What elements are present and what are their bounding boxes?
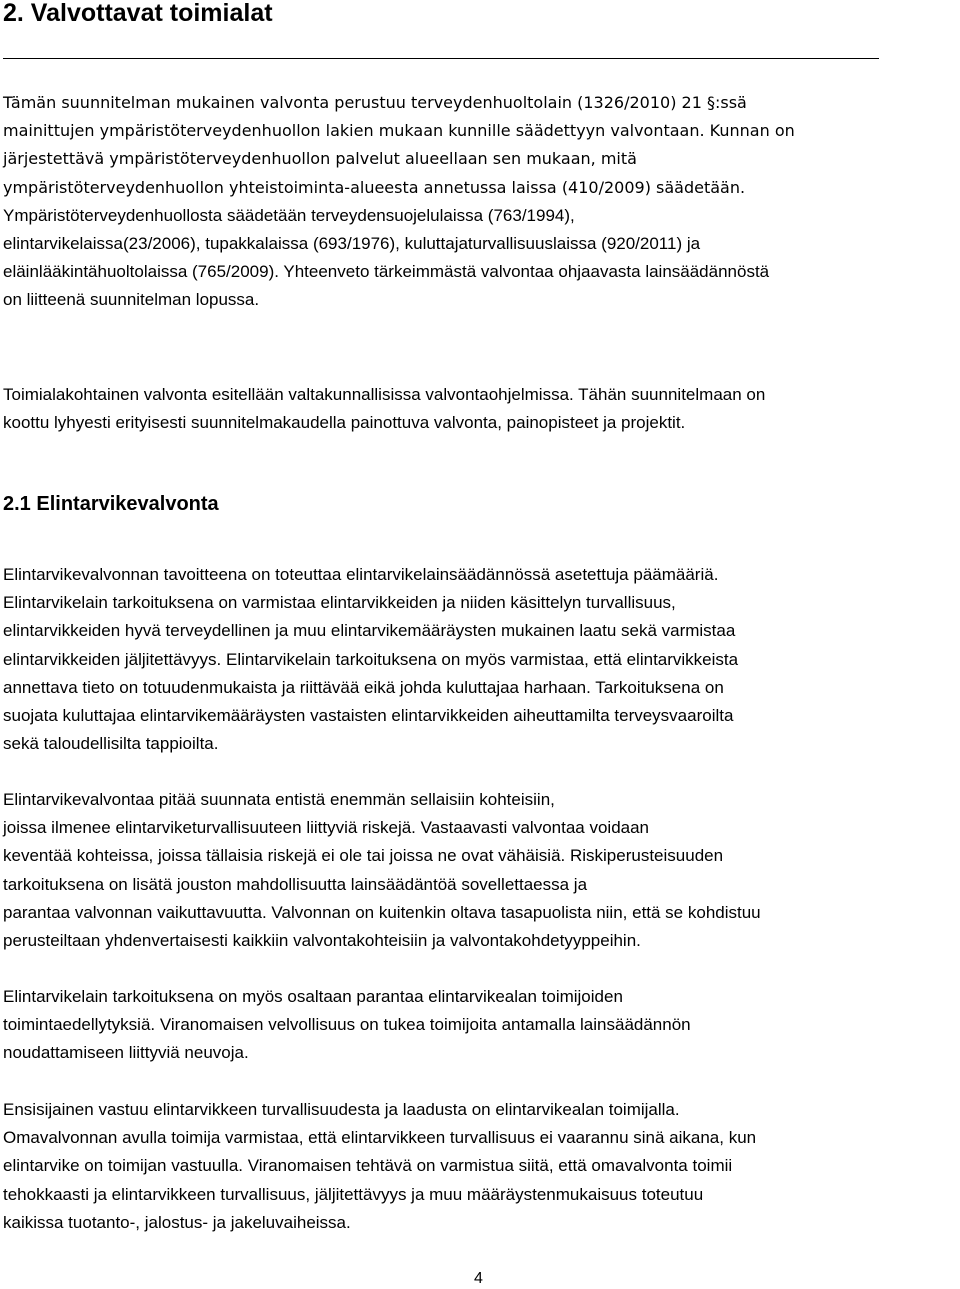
- page-number: 4: [474, 1270, 483, 1287]
- intro-line: järjestettävä ympäristöterveydenhuollon palvelut alueellaan sen mukaan, mitä: [3, 149, 637, 169]
- paragraph-line: Elintarvikelain tarkoituksena on myös osaltaan parantaa elintarvikealan toimijoiden: [3, 987, 623, 1006]
- section-paragraph-1: [3, 561, 738, 758]
- intro-line: Tämän suunnitelman mukainen valvonta perustuu terveydenhuoltolain (1326/2010) 21 §:ssä: [3, 93, 747, 112]
- paragraph-line: noudattamiseen liittyviä neuvoja.: [3, 1043, 249, 1063]
- paragraph-line: Elintarvikevalvonnan tavoitteena on toteuttaa elintarvikelainsäädännössä asetettuja päämääriä.: [3, 565, 719, 584]
- paragraph-line: sekä taloudellisilta tappioilta.: [3, 734, 219, 754]
- paragraph-line: Elintarvikelain tarkoituksena on varmistaa elintarvikkeiden ja niiden käsittelyn turvallisuus,: [3, 593, 676, 613]
- page-title: 2. Valvottavat toimialat: [3, 0, 273, 27]
- section-paragraph-3: [3, 983, 691, 1068]
- intro-line: on liitteenä suunnitelman lopussa.: [3, 290, 260, 310]
- intro-paragraph-2: [3, 381, 765, 437]
- intro-line: Ympäristöterveydenhuollosta säädetään terveydensuojelulaissa (763/1994),: [3, 205, 575, 225]
- paragraph-line: elintarvike on toimijan vastuulla. Viranomaisen tehtävä on varmistua siitä, että omavalvonta toimii: [3, 1156, 733, 1176]
- paragraph-line: toimintaedellytyksiä. Viranomaisen velvollisuus on tukea toimijoita antamalla lainsäädännön: [3, 1015, 691, 1035]
- paragraph-line: kaikissa tuotanto-, jalostus- ja jakeluvaiheissa.: [3, 1212, 351, 1232]
- paragraph-line: keventää kohteissa, joissa tällaisia riskejä ei ole tai joissa ne ovat vähäisiä. Riskiperusteisuuden: [3, 846, 724, 866]
- paragraph-line: annettava tieto on totuudenmukaista ja riittävää eikä johda kuluttajaa harhaan. Tarkoituksena on: [3, 677, 724, 697]
- intro-line: ympäristöterveydenhuollon yhteistoiminta-alueesta annetussa laissa (410/2009) säädetään.: [3, 177, 746, 197]
- paragraph-line: tehokkaasti ja elintarvikkeen turvallisuus, jäljitettävyys ja muu määräystenmukaisuus toteutuu: [3, 1184, 704, 1204]
- intro-line: mainittujen ympäristöterveydenhuollon lakien mukaan kunnille säädettyyn valvontaan. Kunnan on: [3, 121, 795, 141]
- paragraph-line: Elintarvikevalvontaa pitää suunnata entistä enemmän sellaisiin kohteisiin,: [3, 790, 555, 809]
- paragraph-line: tarkoituksena on lisätä jouston mahdollisuutta lainsäädäntöä sovellettaessa ja: [3, 874, 588, 894]
- intro-line: eläinlääkintähuoltolaissa (765/2009). Yhteenveto tärkeimmästä valvontaa ohjaavasta lainsäädännöstä: [3, 262, 770, 282]
- intro2-line: Toimialakohtainen valvonta esitellään valtakunnallisissa valvontaohjelmissa. Tähän suunnitelmaan on: [3, 385, 766, 404]
- paragraph-line: suojata kuluttajaa elintarvikemääräysten vastaisten elintarvikkeiden aiheuttamilta terveysvaaroilta: [3, 706, 734, 726]
- intro-line: elintarvikelaissa(23/2006), tupakkalaissa (693/1976), kuluttajaturvallisuuslaissa (920/2011) ja: [3, 234, 701, 254]
- heading-underline: [3, 58, 879, 59]
- paragraph-line: perusteiltaan yhdenvertaisesti kaikkiin valvontakohteisiin ja valvontakohdetyyppeihin.: [3, 931, 641, 951]
- paragraph-line: elintarvikkeiden hyvä terveydellinen ja muu elintarvikemääräysten mukainen laatu sekä varmistaa: [3, 621, 736, 641]
- paragraph-line: elintarvikkeiden jäljitettävyys. Elintarvikelain tarkoituksena on myös varmistaa, että elintarvikkeista: [3, 649, 739, 669]
- paragraph-line: Omavalvonnan avulla toimija varmistaa, että elintarvikkeen turvallisuus ei vaarannu sinä aikana, kun: [3, 1128, 757, 1148]
- intro2-line: koottu lyhyesti erityisesti suunnitelmakaudella painottuva valvonta, painopisteet ja projektit.: [3, 413, 686, 433]
- section-heading: 2.1 Elintarvikevalvonta: [3, 493, 219, 515]
- paragraph-line: joissa ilmenee elintarviketurvallisuuteen liittyviä riskejä. Vastaavasti valvontaa voidaan: [3, 818, 650, 838]
- section-paragraph-4: [3, 1096, 756, 1237]
- paragraph-line: Ensisijainen vastuu elintarvikkeen turvallisuudesta ja laadusta on elintarvikealan toimijalla.: [3, 1100, 680, 1119]
- paragraph-line: parantaa valvonnan vaikuttavuutta. Valvonnan on kuitenkin oltava tasapuolista niin, että se kohdistuu: [3, 902, 761, 922]
- intro-paragraph: [3, 89, 795, 315]
- section-paragraph-2: [3, 786, 761, 955]
